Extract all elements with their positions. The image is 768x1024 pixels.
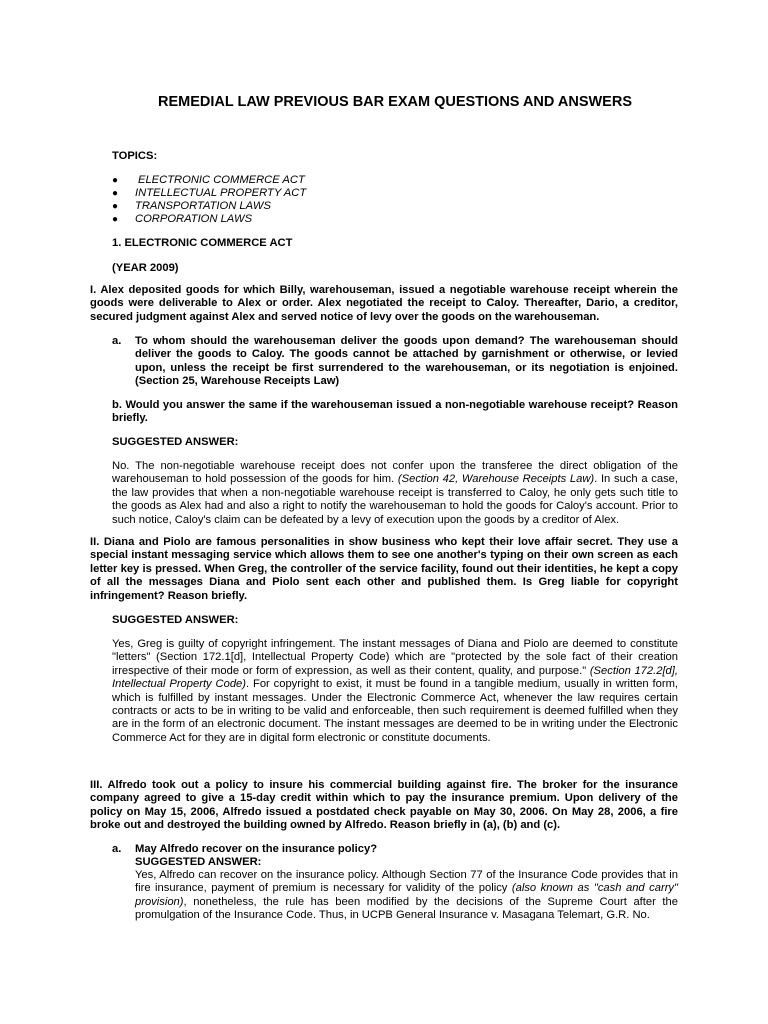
item-marker: a.: [112, 335, 122, 347]
topic-item: INTELLECTUAL PROPERTY ACT: [135, 187, 307, 199]
item-marker: a.: [112, 843, 122, 855]
topics-label: TOPICS:: [112, 150, 158, 162]
bullet-marker: ●: [112, 214, 119, 225]
answer-text: Yes, Alfredo can recover on the insurance policy. Although Section 77 of the Insurance Code provides that in fire insurance, payment of premium is necessary for validity of the policy: [135, 869, 678, 895]
suggested-answer-label: SUGGESTED ANSWER:: [112, 614, 239, 626]
section-heading: 1. ELECTRONIC COMMERCE ACT: [112, 237, 293, 249]
bullet-marker: ●: [112, 201, 119, 212]
answer-text: . In such a case, the law provides that when a non-negotiable warehouse receipt is transferred to Caloy, he only gets such title to the goods as Alex had and also a right to notify the warehouseman to hold the goods for Caloy's account. Prior to such notice, Caloy's claim can be defeated by a levy of execution upon the goods by a creditor of Alex.: [112, 473, 678, 526]
question-1-part-a: To whom should the warehouseman deliver the goods upon demand? The warehouseman should deliver the goods to Caloy. The goods cannot be attached by garnishment or otherwise, or levied upon, unless the receipt be first surrendered to the warehouseman, or its negotiation is enjoined. (Section 25, Warehouse Receipts Law): [135, 335, 678, 388]
answer-text: . For copyright to exist, it must be found in a tangible medium, usually in written form, which is fulfilled by instant messages. Under the Electronic Commerce Act, whenever the law requires certain contracts or acts to be in writing to be valid and enforceable, then such requirement is deemed fulfilled when they are in the form of an electronic document. The instant messages are deemed to be in writing under the Electronic Commerce Act for they are in digital form electronic or constitute documents.: [112, 678, 679, 744]
question-1: I. Alex deposited goods for which Billy, warehouseman, issued a negotiable warehouse receipt wherein the goods were deliverable to Alex or order. Alex negotiated the receipt to Caloy. Thereafter, Dario, a creditor, secured judgment against Alex and served notice of levy over the goods on the warehouseman.: [90, 284, 678, 323]
topic-item: TRANSPORTATION LAWS: [135, 200, 271, 212]
topic-item: ELECTRONIC COMMERCE ACT: [138, 174, 305, 186]
answer-text: , nonetheless, the rule has been modified by the decisions of the Supreme Court after the promulgation of the Insurance Code. Thus, in UCPB General Insurance v. Masagana Telemart, G.R. No.: [135, 895, 678, 922]
question-2: II. Diana and Piolo are famous personalities in show business who kept their love affair secret. They use a special instant messaging service which allows them to see one another's typing on their own screen as each letter key is pressed. When Greg, the controller of the service facility, found out their identities, he kept a copy of all the messages Diana and Piolo sent each other and published them. Is Greg liable for copyright infringement? Reason briefly.: [90, 536, 678, 602]
answer-citation: (Section 42, Warehouse Receipts Law): [397, 473, 595, 486]
bullet-marker: ●: [112, 175, 119, 186]
suggested-answer-label: SUGGESTED ANSWER:: [112, 436, 239, 448]
answer-1: [112, 460, 678, 527]
question-3-part-a: May Alfredo recover on the insurance policy?: [135, 843, 378, 855]
answer-3: [135, 869, 678, 923]
answer-citation: (also known as "cash and carry" provision): [135, 882, 678, 908]
bullet-marker: ●: [112, 188, 119, 199]
year-label: (YEAR 2009): [112, 262, 179, 274]
suggested-answer-label: SUGGESTED ANSWER:: [135, 856, 262, 868]
answer-2: [112, 638, 678, 745]
answer-text: No. The non-negotiable warehouse receipt does not confer upon the transferee the direct obligation of the warehouseman to hold possession of the goods for him.: [112, 460, 678, 486]
answer-text: Yes, Greg is guilty of copyright infringement. The instant messages of Diana and Piolo are deemed to constitute "letters" (Section 172.1[d], Intellectual Property Code) which are "protected by the sole fact of their creation irrespective of their mode or form of expression, as well as their content, quality, and purpose.": [112, 638, 678, 677]
question-3: III. Alfredo took out a policy to insure his commercial building against fire. The broker for the insurance company agreed to give a 15-day credit within which to pay the insurance premium. Upon delivery of the policy on May 15, 2006, Alfredo issued a postdated check payable on May 30, 2006. On May 28, 2006, a fire broke out and destroyed the building owned by Alfredo. Reason briefly in (a), (b) and (c).: [90, 779, 678, 832]
answer-citation: (Section 172.2[d], Intellectual Property Code): [112, 664, 678, 691]
topic-item: CORPORATION LAWS: [135, 213, 253, 225]
page-title: REMEDIAL LAW PREVIOUS BAR EXAM QUESTIONS AND ANSWERS: [158, 94, 632, 110]
question-1-part-b: b. Would you answer the same if the warehouseman issued a non-negotiable warehouse receipt? Reason briefly.: [112, 399, 678, 425]
